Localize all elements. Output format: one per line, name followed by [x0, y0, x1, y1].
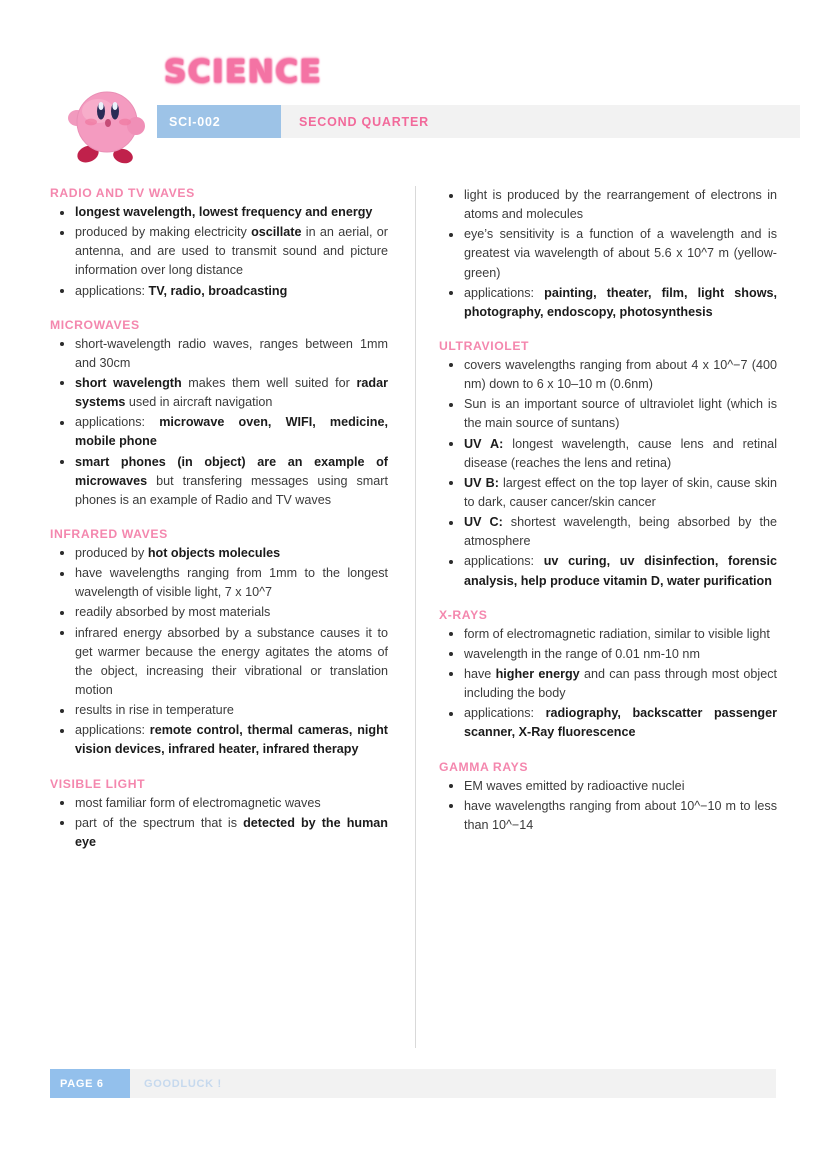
notes-section	[48, 318, 388, 510]
bullet-list	[437, 356, 777, 591]
bullet-item: UV A: longest wavelength, cause lens and retinal disease (reaches the lens and retina)	[437, 435, 777, 473]
bullet-list	[48, 794, 388, 852]
bullet-item: applications: remote control, thermal cameras, night vision devices, infrared heater, infrared therapy	[48, 721, 388, 759]
notes-section	[48, 777, 388, 852]
bullet-list	[48, 203, 388, 301]
notes-section	[437, 760, 777, 835]
bullet-item: produced by hot objects molecules	[48, 544, 388, 563]
bullet-list	[437, 777, 777, 835]
footer-note: GOODLUCK !	[144, 1077, 222, 1090]
bullet-list	[437, 186, 777, 322]
section-heading: INFRARED WAVES	[50, 526, 168, 541]
bullet-item: readily absorbed by most materials	[48, 603, 388, 622]
bullet-item: infrared energy absorbed by a substance causes it to get warmer because the energy agitates the atoms of the object, increasing their vibrational or translation motion	[48, 624, 388, 701]
notes-section	[48, 186, 388, 301]
bullet-item: light is produced by the rearrangement of electrons in atoms and molecules	[437, 186, 777, 224]
bullet-item: have higher energy and can pass through most object including the body	[437, 665, 777, 703]
bullet-item: smart phones (in object) are an example of microwaves but transfering messages using smart phones is an example of Radio and TV waves	[48, 453, 388, 510]
bullet-item: results in rise in temperature	[48, 701, 388, 720]
bullet-item: short-wavelength radio waves, ranges between 1mm and 30cm	[48, 335, 388, 373]
footer-bar	[50, 1069, 776, 1098]
page-number-badge: PAGE 6	[50, 1069, 130, 1098]
bullet-item: have wavelengths ranging from 1mm to the longest wavelength of visible light, 7 x 10^7	[48, 564, 388, 602]
bullet-item: Sun is an important source of ultraviolet light (which is the main source of suntans)	[437, 395, 777, 433]
bullet-item: applications: painting, theater, film, light shows, photography, endoscopy, photosynthesis	[437, 284, 777, 322]
right-column	[437, 186, 777, 836]
bullet-item: UV B: largest effect on the top layer of skin, cause skin to dark, causer cancer/skin cancer	[437, 474, 777, 512]
bullet-item: EM waves emitted by radioactive nuclei	[437, 777, 777, 796]
bullet-item: produced by making electricity oscillate in an aerial, or antenna, and are used to transmit sound and picture information over long distance	[48, 223, 388, 280]
column-divider	[415, 186, 416, 1048]
kirby-mascot-icon	[66, 80, 148, 166]
bullet-item: part of the spectrum that is detected by the human eye	[48, 814, 388, 852]
bullet-list	[437, 625, 777, 743]
bullet-item: eye’s sensitivity is a function of a wavelength and is greatest via wavelength of about 5.6 x 10^7 m (yellow-green)	[437, 225, 777, 282]
section-heading: ULTRAVIOLET	[439, 338, 530, 353]
page-title: SCIENCE	[164, 54, 323, 90]
section-heading: RADIO AND TV WAVES	[50, 186, 195, 200]
bullet-item: most familiar form of electromagnetic waves	[48, 794, 388, 813]
header-bar	[157, 105, 800, 138]
section-heading: VISIBLE LIGHT	[50, 776, 146, 791]
notes-section	[437, 339, 777, 591]
bullet-list	[48, 335, 388, 510]
notes-section	[437, 608, 777, 743]
notes-section	[48, 527, 388, 760]
bullet-item: wavelength in the range of 0.01 nm-10 nm	[437, 645, 777, 664]
section-heading: MICROWAVES	[50, 317, 140, 332]
bullet-list	[48, 544, 388, 760]
notes-section	[437, 186, 777, 322]
bullet-item: covers wavelengths ranging from about 4 x 10^−7 (400 nm) down to 6 x 10–10 m (0.6nm)	[437, 356, 777, 394]
bullet-item: applications: TV, radio, broadcasting	[48, 282, 388, 301]
bullet-item: short wavelength makes them well suited for radar systems used in aircraft navigation	[48, 374, 388, 412]
bullet-item: have wavelengths ranging from about 10^−10 m to less than 10^−14	[437, 797, 777, 835]
quarter-label: SECOND QUARTER	[299, 114, 429, 129]
bullet-item: applications: uv curing, uv disinfection, forensic analysis, help produce vitamin D, water purification	[437, 552, 777, 590]
left-column	[48, 186, 388, 853]
bullet-item: UV C: shortest wavelength, being absorbed by the atmosphere	[437, 513, 777, 551]
bullet-item: form of electromagnetic radiation, similar to visible light	[437, 625, 777, 644]
content-columns	[0, 186, 828, 1048]
section-heading: GAMMA RAYS	[439, 759, 529, 774]
course-code-badge: SCI-002	[157, 105, 281, 138]
bullet-item: applications: radiography, backscatter passenger scanner, X-Ray fluorescence	[437, 704, 777, 742]
bullet-item: longest wavelength, lowest frequency and energy	[48, 203, 388, 222]
page-header	[0, 46, 828, 156]
section-heading: X-RAYS	[439, 607, 488, 622]
bullet-item: applications: microwave oven, WIFI, medicine, mobile phone	[48, 413, 388, 451]
